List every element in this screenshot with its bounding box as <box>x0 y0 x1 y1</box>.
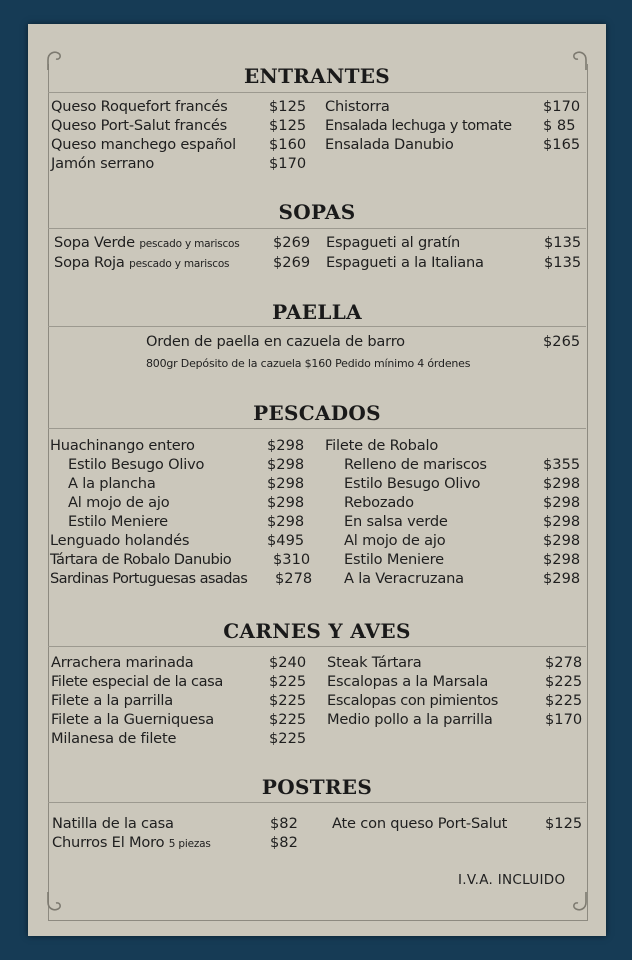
divider <box>48 326 586 327</box>
menu-item-name: Filete a la Guerniquesa <box>51 711 214 728</box>
menu-item-name: Rebozado <box>344 494 414 511</box>
menu-item-name: Estilo Meniere <box>68 513 168 530</box>
menu-item-price: $265 <box>543 333 581 350</box>
divider <box>48 428 586 429</box>
menu-item-name: Espagueti al gratín <box>326 234 461 251</box>
menu-item-name: A la Veracruzana <box>344 570 464 587</box>
menu-card <box>28 24 606 936</box>
menu-item-name: Arrachera marinada <box>51 654 194 671</box>
menu-item-note: pescado y mariscos <box>139 238 240 250</box>
menu-item-price: $298 <box>543 532 581 549</box>
menu-item-price: $170 <box>543 98 581 115</box>
menu-item-price: $82 <box>270 834 298 851</box>
menu-item-note: pescado y mariscos <box>129 258 230 270</box>
menu-item-name: Al mojo de ajo <box>344 532 446 549</box>
menu-item-price: $278 <box>275 570 313 587</box>
menu-item-price: $165 <box>543 136 581 153</box>
section-title-entrantes: ENTRANTES <box>243 64 391 88</box>
menu-item-price: $125 <box>269 117 307 134</box>
menu-item-price: $82 <box>270 815 298 832</box>
menu-item-price: $298 <box>543 494 581 511</box>
menu-item-name: Sopa Roja <box>54 254 125 271</box>
menu-item-name: Medio pollo a la parrilla <box>327 711 493 728</box>
menu-item-name: Filete a la parrilla <box>51 692 174 709</box>
menu-item-price: $298 <box>267 513 305 530</box>
divider <box>48 802 586 803</box>
menu-item <box>54 253 229 274</box>
menu-item-price: $225 <box>269 711 307 728</box>
section-title-paella: PAELLA <box>272 300 362 324</box>
menu-item-name: Orden de paella en cazuela de barro <box>146 333 405 350</box>
menu-item <box>52 833 211 854</box>
menu-item-name: Estilo Besugo Olivo <box>344 475 481 492</box>
divider <box>48 646 586 647</box>
menu-item-price: $160 <box>269 136 307 153</box>
menu-item-price: $298 <box>267 475 305 492</box>
menu-item-price: $ 85 <box>543 117 576 134</box>
menu-item-name: Ensalada Danubio <box>325 136 454 153</box>
flourish-bottom-right-icon <box>568 892 590 914</box>
menu-item-name: Sopa Verde <box>54 234 135 251</box>
menu-item-name: Al mojo de ajo <box>68 494 170 511</box>
menu-item-price: $225 <box>545 673 583 690</box>
menu-item-price: $225 <box>269 673 307 690</box>
menu-item-name: Milanesa de filete <box>51 730 177 747</box>
menu-item-name: Queso manchego español <box>51 136 236 153</box>
section-title-pescados: PESCADOS <box>253 401 381 425</box>
menu-item-price: $269 <box>273 254 311 271</box>
menu-item-price: $298 <box>543 475 581 492</box>
paella-note: 800gr Depósito de la cazuela $160 Pedido mínimo 4 órdenes <box>146 357 471 370</box>
menu-item-price: $310 <box>273 551 311 568</box>
tax-note: I.V.A. INCLUIDO <box>458 872 566 888</box>
menu-item-name: Estilo Meniere <box>344 551 444 568</box>
section-title-postres: POSTRES <box>261 775 373 799</box>
menu-item-name: Ensalada lechuga y tomate <box>325 117 512 134</box>
menu-item-price: $125 <box>545 815 583 832</box>
menu-item-price: $170 <box>545 711 583 728</box>
divider <box>48 228 586 229</box>
menu-item-price: $298 <box>267 494 305 511</box>
menu-item-name: Filete especial de la casa <box>51 673 223 690</box>
menu-item-price: $495 <box>267 532 305 549</box>
section-title-sopas: SOPAS <box>278 200 356 224</box>
menu-item-name: Sardinas Portuguesas asadas <box>50 570 248 587</box>
menu-item-name: Lenguado holandés <box>50 532 190 549</box>
menu-item-price: $298 <box>267 456 305 473</box>
menu-item-price: $298 <box>543 570 581 587</box>
menu-item-name: Churros El Moro <box>52 834 165 851</box>
menu-item-name: Steak Tártara <box>327 654 422 671</box>
menu-item-name: Tártara de Robalo Danubio <box>50 551 232 568</box>
menu-item-price: $278 <box>545 654 583 671</box>
menu-item-name: Queso Port-Salut francés <box>51 117 228 134</box>
menu-item-name: En salsa verde <box>344 513 448 530</box>
menu-item-price: $225 <box>269 692 307 709</box>
menu-item-name: Escalopas a la Marsala <box>327 673 489 690</box>
menu-item-name: Chistorra <box>325 98 390 115</box>
menu-item-name: Escalopas con pimientos <box>327 692 498 709</box>
menu-item-price: $170 <box>269 155 307 172</box>
menu-item-price: $355 <box>543 456 581 473</box>
menu-item-name: Espagueti a la Italiana <box>326 254 484 271</box>
menu-item-note: 5 piezas <box>168 838 211 850</box>
menu-item-price: $225 <box>545 692 583 709</box>
menu-item-price: $135 <box>544 254 582 271</box>
menu-item-price: $135 <box>544 234 582 251</box>
menu-item-name: Natilla de la casa <box>52 815 174 832</box>
menu-item-price: $125 <box>269 98 307 115</box>
menu-item <box>54 233 240 254</box>
menu-item-name: Estilo Besugo Olivo <box>68 456 205 473</box>
flourish-bottom-left-icon <box>44 892 66 914</box>
menu-item-name: Relleno de mariscos <box>344 456 487 473</box>
divider <box>48 92 586 93</box>
menu-item-name: Huachinango entero <box>50 437 195 454</box>
menu-item-price: $298 <box>267 437 305 454</box>
menu-subheader: Filete de Robalo <box>325 437 439 454</box>
menu-item-name: A la plancha <box>68 475 156 492</box>
menu-item-price: $225 <box>269 730 307 747</box>
menu-item-name: Queso Roquefort francés <box>51 98 228 115</box>
section-title-carnes: CARNES Y AVES <box>223 619 411 643</box>
menu-item-price: $240 <box>269 654 307 671</box>
menu-item-price: $298 <box>543 513 581 530</box>
menu-item-name: Ate con queso Port-Salut <box>332 815 508 832</box>
menu-item-price: $269 <box>273 234 311 251</box>
menu-item-price: $298 <box>543 551 581 568</box>
menu-item-name: Jamón serrano <box>51 155 155 172</box>
